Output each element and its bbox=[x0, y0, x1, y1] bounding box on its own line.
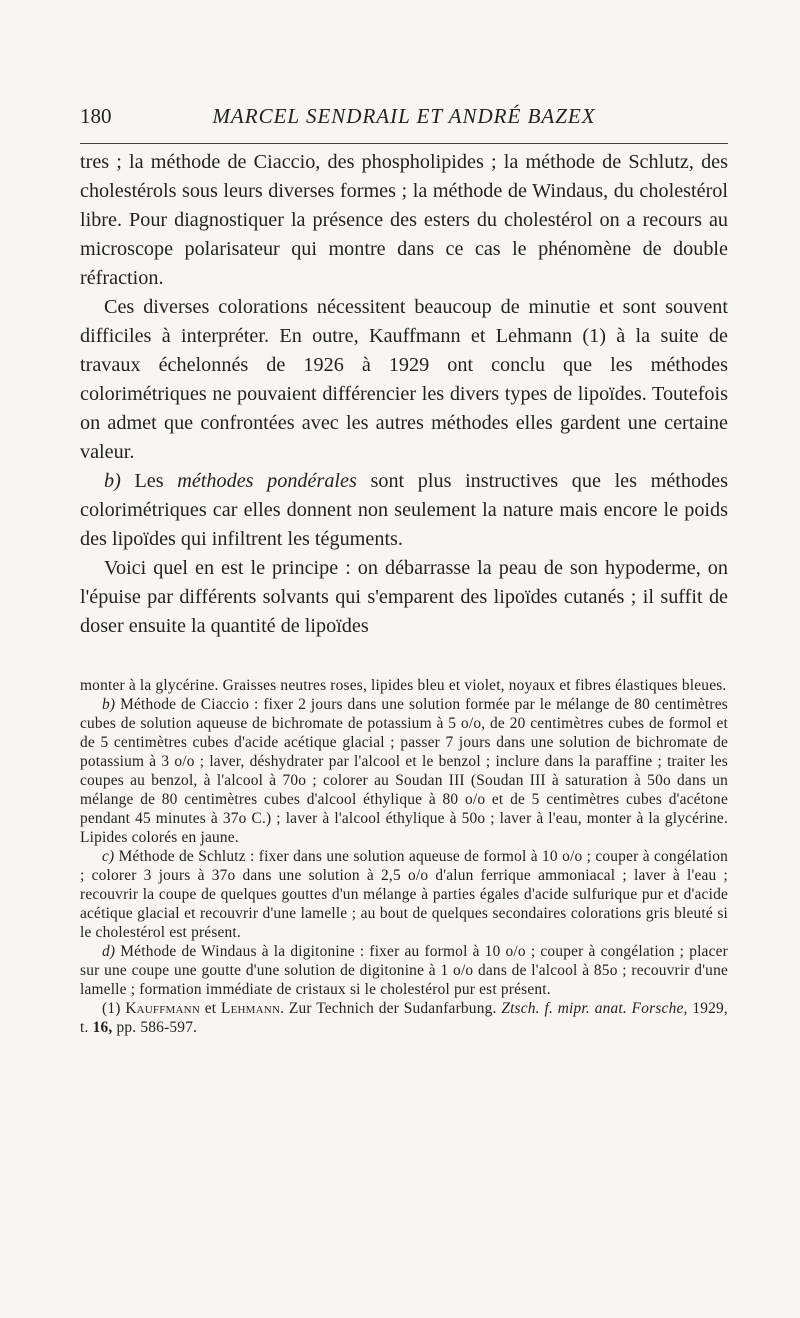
note-schlutz-text: Méthode de Schlutz : fixer dans une solution aqueuse de formol à 10 o/o ; couper à congélation ; colorer 3 jours à 37o dans une solution à 2,5 o/o d'alun ferrique ammoniacal ; laver à l'eau ; recouvrir la coupe de quelques gouttes d'un mélange à parties égales d'acide sulfurique pur et d'acide acétique glacial et recouvrir d'une lamelle ; au bout de quelques secondaires colorations gris bleuté si le cholestérol est présent. bbox=[80, 848, 728, 941]
footnote-title: Zur Technich der Sudanfarbung. bbox=[288, 1000, 497, 1017]
page-header bbox=[80, 104, 728, 136]
note-schlutz bbox=[80, 847, 728, 942]
paragraph-4: Voici quel en est le principe : on débarrasse la peau de son hypoderme, on l'épuise par différents solvants qui s'emparent des lipoïdes cutanés ; il suffit de doser ensuite la quantité de lipoïdes bbox=[80, 557, 728, 637]
paragraph-1: tres ; la méthode de Ciaccio, des phospholipides ; la méthode de Schlutz, des cholestérols sous leurs diverses formes ; la méthode de Windaus, du cholestérol libre. Pour diagnostiquer la présence des esters du cholestérol on a recours au microscope polarisateur qui montre dans ce cas le phénomène de double réfraction. bbox=[80, 151, 728, 289]
paragraph-3-emphasis: méthodes pondérales bbox=[177, 470, 357, 492]
note-continuation: monter à la glycérine. Graisses neutres roses, lipides bleu et violet, noyaux et fibres élastiques bleues. bbox=[80, 677, 727, 694]
paragraph-3 bbox=[80, 467, 728, 554]
main-text bbox=[80, 148, 728, 641]
footnote-journal: Ztsch. f. mipr. anat. Forsche, bbox=[501, 1000, 688, 1017]
note-windaus-label: d) bbox=[102, 943, 116, 960]
paragraph-3-pre: Les bbox=[134, 470, 164, 492]
running-title: MARCEL SENDRAIL ET ANDRÉ BAZEX bbox=[212, 104, 596, 128]
footnote-pages: pp. 586-597. bbox=[116, 1019, 198, 1036]
paragraph-3-label: b) bbox=[104, 470, 121, 492]
footnote-marker: (1) bbox=[102, 1000, 121, 1017]
paragraph-2: Ces diverses colorations nécessitent beaucoup de minutie et sont souvent difficiles à interpréter. En outre, Kauffmann et Lehmann (1) à la suite de travaux échelonnés de 1926 à 1929 ont conclu que les méthodes colorimétriques ne pouvaient différencier les divers types de lipoïdes. Toutefois on admet que confrontées avec les autres méthodes elles gardent une certaine valeur. bbox=[80, 296, 728, 463]
footnote-and: et bbox=[204, 1000, 217, 1017]
note-schlutz-label: c) bbox=[102, 848, 115, 865]
page-number: 180 bbox=[80, 104, 112, 128]
footnote-year: 1929, t. bbox=[80, 1000, 728, 1036]
footnote-volume: 16, bbox=[92, 1019, 113, 1036]
note-ciaccio-text: Méthode de Ciaccio : fixer 2 jours dans une solution formée par le mélange de 80 centimètres cubes de solution aqueuse de bichromate de potassium à 5 o/o, de 20 centimètres cubes de formol et de 5 centimètres cubes d'acide acétique glacial ; passer 7 jours dans une solution de bichromate de potassium à 3 o/o ; laver, déshydrater par l'alcool et le benzol ; inclure dans la paraffine ; traiter les coupes au benzol, à l'alcool à 70o ; colorer au Soudan III (Soudan III à saturation à 50o dans un mélange de 80 centimètres cubes d'alcool éthylique à 80 o/o et de 5 centimètres cubes d'acétone pendant 45 minutes à 37o C.) ; laver à l'alcool éthylique à 50o ; laver à l'eau, monter à la glycérine. Lipides colorés en jaune. bbox=[80, 696, 728, 846]
note-ciaccio-label: b) bbox=[102, 696, 116, 713]
footnote-author-2: Lehmann. bbox=[221, 1000, 285, 1017]
header-rule bbox=[80, 143, 728, 144]
notes-block bbox=[80, 676, 728, 1037]
paragraph-3-rest: sont plus instructives que les méthodes colorimétriques car elles donnent non seulement la nature mais encore le poids des lipoïdes qui infiltrent les téguments. bbox=[80, 470, 728, 550]
footnote-1 bbox=[80, 999, 728, 1037]
note-ciaccio bbox=[80, 695, 728, 847]
footnote-author-1: Kauffmann bbox=[125, 1000, 200, 1017]
note-windaus-text: Méthode de Windaus à la digitonine : fixer au formol à 10 o/o ; couper à congélation ; placer sur une coupe une goutte d'une solution de digitonine à 1 o/o dans de l'alcool à 85o ; recouvrir d'une lamelle ; formation immédiate de cristaux si le cholestérol pur est présent. bbox=[80, 943, 728, 998]
note-windaus bbox=[80, 942, 728, 999]
